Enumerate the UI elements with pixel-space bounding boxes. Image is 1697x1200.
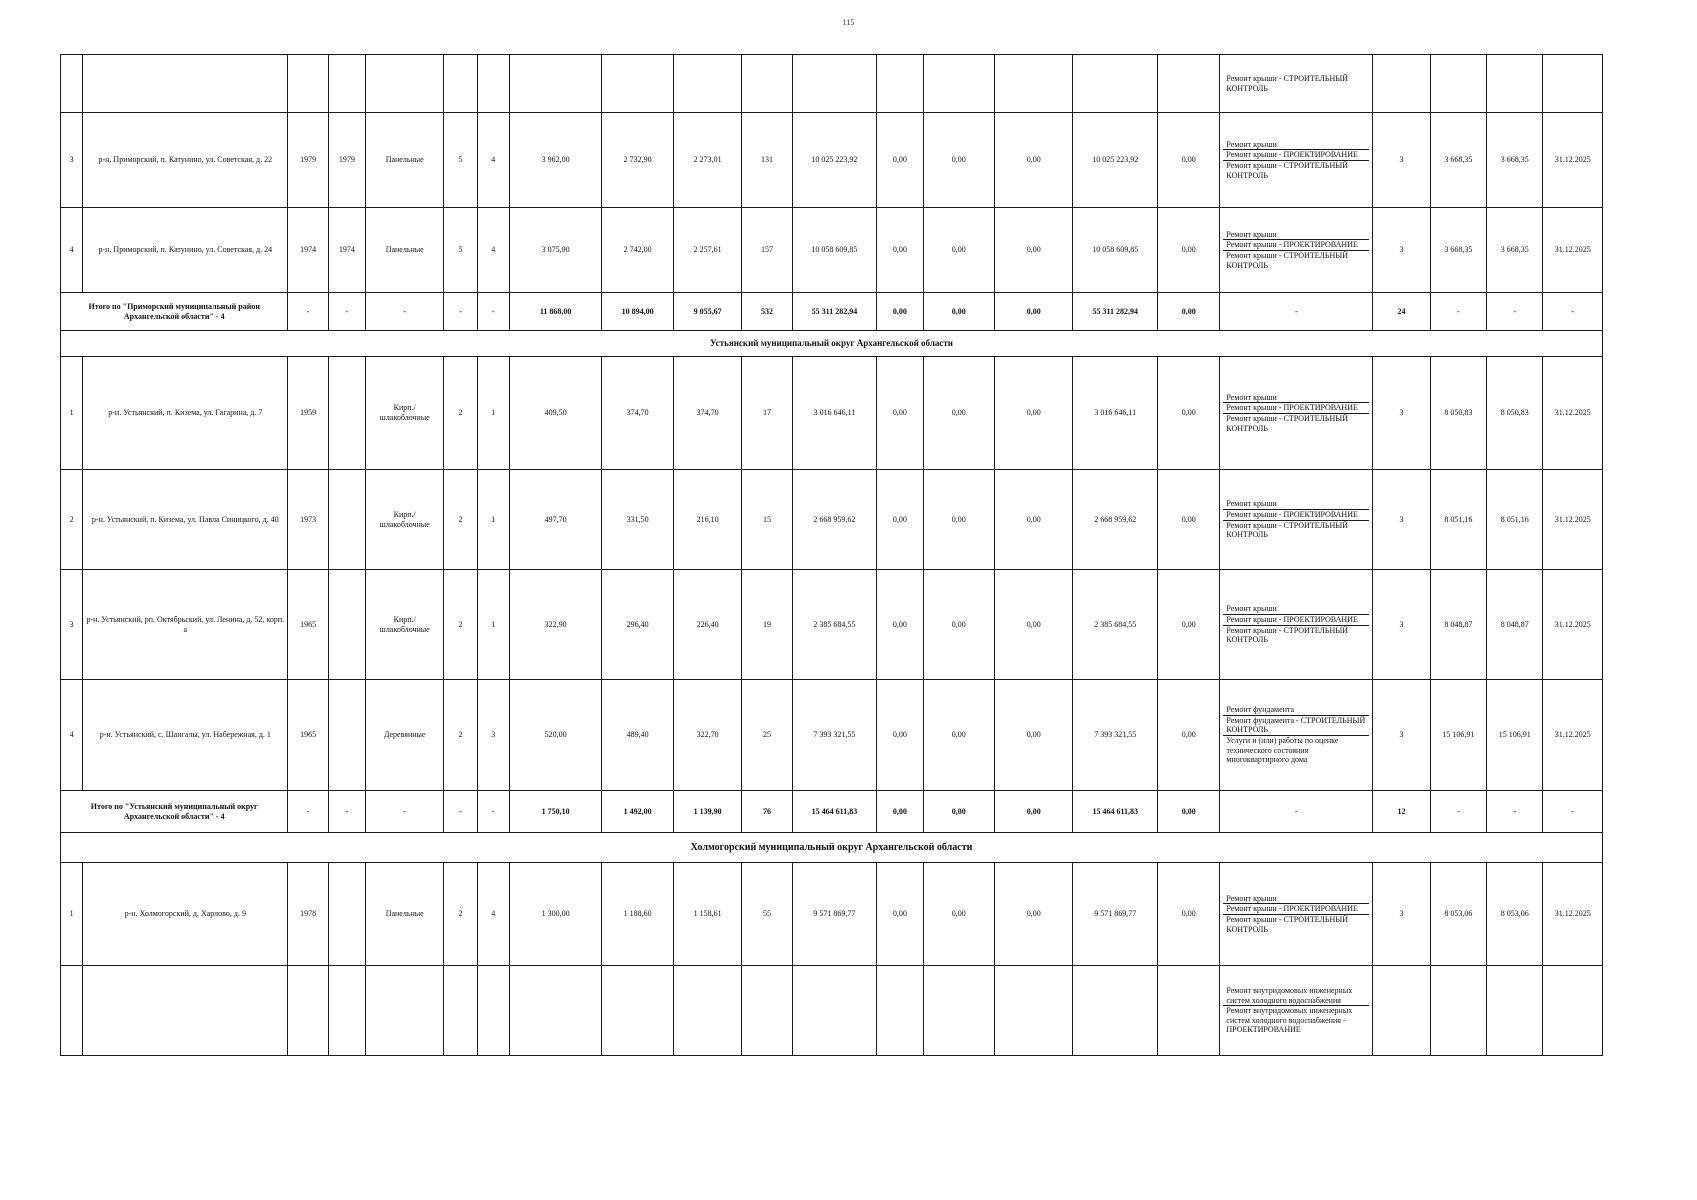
total-cost-cell: 7 393 321,55 (792, 680, 877, 791)
year-built-cell: 1965 (288, 570, 328, 680)
wall-material-cell: Деревянные (365, 680, 444, 791)
premises-area-cell: 331,50 (602, 470, 673, 570)
residents-cell: 131 (742, 113, 792, 208)
municipality-heading: Устьянский муниципальный округ Архангельской области (61, 331, 1603, 357)
premises-area-cell: 2 732,90 (602, 113, 673, 208)
wall-material-cell: Панельные (365, 208, 444, 293)
empty-cell (1158, 966, 1220, 1056)
premises-area-cell: 2 742,00 (602, 208, 673, 293)
fund-other-cell: 0,00 (1158, 863, 1220, 966)
work-count-cell: 3 (1373, 113, 1430, 208)
residents-cell: 532 (742, 293, 792, 331)
residents-cell: 17 (742, 357, 792, 470)
year-built-cell: 1973 (288, 470, 328, 570)
work-type-item: Ремонт крыши - ПРОЕКТИРОВАНИЕ (1223, 403, 1369, 414)
floors-cell: 2 (444, 570, 477, 680)
fund-local-budget-cell: 0,00 (994, 791, 1073, 833)
empty-cell (477, 55, 509, 113)
work-type-item: Ремонт крыши - СТРОИТЕЛЬНЫЙ КОНТРОЛЬ (1226, 625, 1349, 645)
deadline-cell: 31.12.2025 (1543, 357, 1603, 470)
empty-cell (328, 55, 365, 113)
residential-area-cell: 216,10 (673, 470, 741, 570)
year-overhaul-cell: 1974 (328, 208, 365, 293)
row-number-cell: 3 (61, 113, 83, 208)
work-count-cell: 3 (1373, 680, 1430, 791)
work-types-list (1223, 74, 1369, 93)
residential-area-cell: 1 139,90 (673, 791, 741, 833)
wall-material-cell: Кирп./ шлакоблочные (365, 470, 444, 570)
entrances-cell: 1 (477, 570, 509, 680)
work-types-cell (1220, 863, 1373, 966)
building-row (61, 570, 1603, 680)
work-types-cell (1220, 113, 1373, 208)
wall-material-cell: Панельные (365, 113, 444, 208)
unit-cost-max-dash-cell: - (1487, 293, 1543, 331)
work-count-cell: 3 (1373, 357, 1430, 470)
floors-cell: 5 (444, 208, 477, 293)
fund-region-budget-cell: 0,00 (923, 470, 994, 570)
empty-cell (1373, 55, 1430, 113)
unit-cost-cell: 15 106,91 (1430, 680, 1486, 791)
empty-cell (83, 55, 288, 113)
residents-cell: 76 (742, 791, 792, 833)
residential-area-cell: 9 055,67 (673, 293, 741, 331)
work-type-item: Ремонт крыши (1223, 140, 1369, 151)
empty-cell (994, 55, 1073, 113)
year-built-cell: 1974 (288, 208, 328, 293)
address-cell: р-н. Приморский, п. Катунино, ул. Советская, д. 22 (83, 113, 288, 208)
empty-cell (61, 966, 83, 1056)
entrances-cell: 1 (477, 357, 509, 470)
total-cost-cell: 2 385 684,55 (792, 570, 877, 680)
fund-owners-cell: 2 385 684,55 (1073, 570, 1158, 680)
entrances-dash-cell: - (477, 791, 509, 833)
unit-cost-max-cell: 8 050,83 (1487, 357, 1543, 470)
deadline-cell: 31.12.2025 (1543, 113, 1603, 208)
page-number: 115 (842, 18, 855, 27)
row-number-cell: 2 (61, 470, 83, 570)
fund-owners-cell: 10 025 223,92 (1073, 113, 1158, 208)
work-types-cell (1220, 570, 1373, 680)
building-row (61, 470, 1603, 570)
empty-cell (61, 55, 83, 113)
deadline-cell: 31.12.2025 (1543, 470, 1603, 570)
work-types-cell (1220, 55, 1373, 113)
continued-building-row (61, 966, 1603, 1056)
work-type-item: Ремонт крыши (1223, 499, 1369, 510)
fund-other-cell: 0,00 (1158, 293, 1220, 331)
fund-other-cell: 0,00 (1158, 680, 1220, 791)
building-row (61, 208, 1603, 293)
fund-fss-cell: 0,00 (877, 863, 923, 966)
empty-cell (444, 966, 477, 1056)
municipality-heading-row (61, 331, 1603, 357)
overhaul-register-table (60, 54, 1603, 1056)
municipality-heading: Холмогорский муниципальный округ Архангельской области (61, 833, 1603, 863)
work-count-cell: 3 (1373, 208, 1430, 293)
work-type-item: Ремонт крыши - СТРОИТЕЛЬНЫЙ КОНТРОЛЬ (1226, 251, 1349, 270)
empty-cell (877, 55, 923, 113)
unit-cost-cell: 3 668,35 (1430, 208, 1486, 293)
fund-fss-cell: 0,00 (877, 470, 923, 570)
fund-local-budget-cell: 0,00 (994, 293, 1073, 331)
fund-other-cell: 0,00 (1158, 208, 1220, 293)
deadline-dash-cell: - (1543, 791, 1603, 833)
building-row (61, 113, 1603, 208)
work-type-item: Ремонт фундамента - СТРОИТЕЛЬНЫЙ КОНТРОЛЬ (1223, 716, 1369, 736)
empty-cell (923, 966, 994, 1056)
total-cost-cell: 55 311 282,94 (792, 293, 877, 331)
total-area-cell: 520,00 (509, 680, 602, 791)
fund-region-budget-cell: 0,00 (923, 293, 994, 331)
work-count-cell: 3 (1373, 570, 1430, 680)
empty-cell (792, 55, 877, 113)
fund-region-budget-cell: 0,00 (923, 113, 994, 208)
unit-cost-dash-cell: - (1430, 791, 1486, 833)
building-row (61, 357, 1603, 470)
unit-cost-cell: 3 668,35 (1430, 113, 1486, 208)
entrances-cell: 3 (477, 680, 509, 791)
deadline-cell: 31.12.2025 (1543, 570, 1603, 680)
empty-cell (1487, 55, 1543, 113)
floors-dash-cell: - (444, 293, 477, 331)
total-cost-cell: 9 571 869,77 (792, 863, 877, 966)
empty-cell (444, 55, 477, 113)
work-type-item: Ремонт крыши - СТРОИТЕЛЬНЫЙ КОНТРОЛЬ (1226, 161, 1349, 180)
total-area-cell: 497,70 (509, 470, 602, 570)
fund-local-budget-cell: 0,00 (994, 357, 1073, 470)
year-overhaul-cell (328, 470, 365, 570)
unit-cost-max-cell: 3 668,35 (1487, 208, 1543, 293)
fund-local-budget-cell: 0,00 (994, 470, 1073, 570)
total-cost-cell: 15 464 611,83 (792, 791, 877, 833)
residents-cell: 157 (742, 208, 792, 293)
fund-fss-cell: 0,00 (877, 113, 923, 208)
empty-cell (509, 55, 602, 113)
fund-owners-cell: 15 464 611,83 (1073, 791, 1158, 833)
year-overhaul-cell: 1979 (328, 113, 365, 208)
year-built-cell: 1959 (288, 357, 328, 470)
total-label-cell: Итого по "Устьянский муниципальный округ Архангельской области" - 4 (61, 791, 288, 833)
work-type-item: Ремонт крыши (1223, 894, 1369, 905)
entrances-cell: 4 (477, 208, 509, 293)
fund-region-budget-cell: 0,00 (923, 680, 994, 791)
row-number-cell: 4 (61, 680, 83, 791)
fund-owners-cell: 7 393 321,55 (1073, 680, 1158, 791)
work-types-list (1223, 705, 1369, 765)
work-type-item: Ремонт крыши (1223, 393, 1369, 404)
entrances-dash-cell: - (477, 293, 509, 331)
fund-region-budget-cell: 0,00 (923, 863, 994, 966)
fund-owners-cell: 55 311 282,94 (1073, 293, 1158, 331)
fund-fss-cell: 0,00 (877, 791, 923, 833)
total-area-cell: 322,90 (509, 570, 602, 680)
wall-material-cell: Кирп./ шлакоблочные (365, 357, 444, 470)
fund-local-budget-cell: 0,00 (994, 113, 1073, 208)
empty-cell (1073, 55, 1158, 113)
fund-region-budget-cell: 0,00 (923, 570, 994, 680)
empty-cell (1543, 966, 1603, 1056)
deadline-cell: 31.12.2025 (1543, 680, 1603, 791)
empty-cell (1373, 966, 1430, 1056)
fund-other-cell: 0,00 (1158, 791, 1220, 833)
wall-material-dash-cell: - (365, 293, 444, 331)
total-cost-cell: 10 058 609,85 (792, 208, 877, 293)
fund-fss-cell: 0,00 (877, 570, 923, 680)
empty-cell (509, 966, 602, 1056)
work-type-item: Ремонт внутридомовых инженерных систем холодного водоснабжения (1223, 986, 1369, 1006)
empty-cell (1073, 966, 1158, 1056)
fund-owners-cell: 2 668 959,62 (1073, 470, 1158, 570)
year-built-cell: 1979 (288, 113, 328, 208)
work-type-item: Ремонт крыши - ПРОЕКТИРОВАНИЕ (1223, 615, 1369, 626)
premises-area-cell: 1 492,00 (602, 791, 673, 833)
address-cell: р-н. Устьянский, рп. Октябрьский, ул. Ленина, д. 52, корп. а (83, 570, 288, 680)
work-count-cell: 24 (1373, 293, 1430, 331)
total-area-cell: 409,50 (509, 357, 602, 470)
empty-cell (994, 966, 1073, 1056)
work-types-cell (1220, 357, 1373, 470)
unit-cost-max-dash-cell: - (1487, 791, 1543, 833)
work-types-list (1223, 986, 1369, 1035)
residents-cell: 19 (742, 570, 792, 680)
entrances-cell: 4 (477, 863, 509, 966)
row-number-cell: 3 (61, 570, 83, 680)
floors-cell: 2 (444, 680, 477, 791)
year-overhaul-cell (328, 357, 365, 470)
fund-local-budget-cell: 0,00 (994, 570, 1073, 680)
fund-fss-cell: 0,00 (877, 208, 923, 293)
work-types-cell (1220, 470, 1373, 570)
premises-area-cell: 10 894,00 (602, 293, 673, 331)
address-cell: р-н. Холмогорский, д. Харлово, д. 9 (83, 863, 288, 966)
fund-fss-cell: 0,00 (877, 680, 923, 791)
year-overhaul-cell (328, 570, 365, 680)
fund-region-budget-cell: 0,00 (923, 357, 994, 470)
empty-cell (673, 966, 741, 1056)
work-type-item: Ремонт крыши - ПРОЕКТИРОВАНИЕ (1223, 510, 1369, 521)
deadline-cell: 31.12.2025 (1543, 863, 1603, 966)
work-types-cell (1220, 680, 1373, 791)
year-overhaul-dash-cell: - (328, 791, 365, 833)
address-cell: р-н. Устьянский, с. Шангалы, ул. Набережная, д. 1 (83, 680, 288, 791)
residential-area-cell: 2 257,61 (673, 208, 741, 293)
empty-cell (477, 966, 509, 1056)
empty-cell (1543, 55, 1603, 113)
unit-cost-max-cell: 3 668,35 (1487, 113, 1543, 208)
year-built-cell: 1978 (288, 863, 328, 966)
building-row (61, 863, 1603, 966)
wall-material-cell: Панельные (365, 863, 444, 966)
unit-cost-max-cell: 8 051,16 (1487, 470, 1543, 570)
municipality-total-row (61, 293, 1603, 331)
work-type-item: Услуги и (или) работы по оценке технического состояния многоквартирного дома (1226, 736, 1339, 765)
work-types-list (1223, 230, 1369, 270)
total-cost-cell: 10 025 223,92 (792, 113, 877, 208)
unit-cost-max-cell: 8 048,87 (1487, 570, 1543, 680)
total-area-cell: 1 300,00 (509, 863, 602, 966)
wall-material-cell: Кирп./ шлакоблочные (365, 570, 444, 680)
work-type-item: Ремонт крыши - ПРОЕКТИРОВАНИЕ (1223, 904, 1369, 915)
work-types-list (1223, 604, 1369, 644)
total-area-cell: 3 962,00 (509, 113, 602, 208)
work-type-item: Ремонт крыши - СТРОИТЕЛЬНЫЙ КОНТРОЛЬ (1226, 915, 1349, 934)
address-cell: р-н. Устьянский, п. Кизема, ул. Гагарина, д. 7 (83, 357, 288, 470)
unit-cost-cell: 8 048,87 (1430, 570, 1486, 680)
empty-cell (1158, 55, 1220, 113)
continuation-row (61, 55, 1603, 113)
residents-cell: 55 (742, 863, 792, 966)
year-overhaul-cell (328, 863, 365, 966)
work-type-item: Ремонт крыши - ПРОЕКТИРОВАНИЕ (1223, 150, 1369, 161)
work-count-cell: 12 (1373, 791, 1430, 833)
floors-cell: 5 (444, 113, 477, 208)
municipality-heading-row (61, 833, 1603, 863)
premises-area-cell: 296,40 (602, 570, 673, 680)
wall-material-dash-cell: - (365, 791, 444, 833)
fund-other-cell: 0,00 (1158, 570, 1220, 680)
floors-dash-cell: - (444, 791, 477, 833)
total-area-cell: 1 750,10 (509, 791, 602, 833)
entrances-cell: 1 (477, 470, 509, 570)
empty-cell (1430, 55, 1486, 113)
work-type-item: Ремонт внутридомовых инженерных систем холодного водоснабжения - ПРОЕКТИРОВАНИЕ (1226, 1006, 1353, 1035)
empty-cell (365, 966, 444, 1056)
residential-area-cell: 322,70 (673, 680, 741, 791)
fund-other-cell: 0,00 (1158, 113, 1220, 208)
year-overhaul-dash-cell: - (328, 293, 365, 331)
fund-local-budget-cell: 0,00 (994, 680, 1073, 791)
residential-area-cell: 1 158,61 (673, 863, 741, 966)
work-type-item: Ремонт крыши - СТРОИТЕЛЬНЫЙ КОНТРОЛЬ (1226, 414, 1349, 433)
fund-region-budget-cell: 0,00 (923, 791, 994, 833)
empty-cell (602, 55, 673, 113)
work-types-list (1223, 393, 1369, 433)
empty-cell (923, 55, 994, 113)
total-cost-cell: 2 668 959,62 (792, 470, 877, 570)
floors-cell: 2 (444, 357, 477, 470)
row-number-cell: 1 (61, 863, 83, 966)
unit-cost-cell: 8 053,06 (1430, 863, 1486, 966)
deadline-dash-cell: - (1543, 293, 1603, 331)
work-type-item: Ремонт крыши - СТРОИТЕЛЬНЫЙ КОНТРОЛЬ (1226, 520, 1349, 540)
empty-cell (1430, 966, 1486, 1056)
empty-cell (877, 966, 923, 1056)
total-area-cell: 11 868,00 (509, 293, 602, 331)
residential-area-cell: 374,70 (673, 357, 741, 470)
work-type-item: Ремонт крыши (1223, 230, 1369, 241)
deadline-cell: 31.12.2025 (1543, 208, 1603, 293)
work-type-item: Ремонт крыши (1223, 604, 1369, 615)
floors-cell: 2 (444, 863, 477, 966)
unit-cost-max-cell: 15 106,91 (1487, 680, 1543, 791)
residents-cell: 15 (742, 470, 792, 570)
empty-cell (792, 966, 877, 1056)
work-types-list (1223, 894, 1369, 934)
year-built-dash-cell: - (288, 791, 328, 833)
residents-cell: 25 (742, 680, 792, 791)
empty-cell (1487, 966, 1543, 1056)
empty-cell (742, 966, 792, 1056)
row-number-cell: 4 (61, 208, 83, 293)
fund-owners-cell: 9 571 869,77 (1073, 863, 1158, 966)
empty-cell (673, 55, 741, 113)
empty-cell (742, 55, 792, 113)
work-count-cell: 3 (1373, 470, 1430, 570)
fund-owners-cell: 3 016 646,11 (1073, 357, 1158, 470)
work-types-list (1223, 140, 1369, 180)
fund-local-budget-cell: 0,00 (994, 208, 1073, 293)
work-types-cell (1220, 208, 1373, 293)
address-cell: р-н. Устьянский, п. Кизема, ул. Павла Синицкого, д. 40 (83, 470, 288, 570)
fund-fss-cell: 0,00 (877, 293, 923, 331)
unit-cost-cell: 8 051,16 (1430, 470, 1486, 570)
fund-region-budget-cell: 0,00 (923, 208, 994, 293)
year-built-dash-cell: - (288, 293, 328, 331)
row-number-cell: 1 (61, 357, 83, 470)
fund-fss-cell: 0,00 (877, 357, 923, 470)
fund-other-cell: 0,00 (1158, 470, 1220, 570)
work-type-item: Ремонт крыши - ПРОЕКТИРОВАНИЕ (1223, 240, 1369, 251)
empty-cell (328, 966, 365, 1056)
residential-area-cell: 226,40 (673, 570, 741, 680)
work-type-item: Ремонт крыши - СТРОИТЕЛЬНЫЙ КОНТРОЛЬ (1226, 73, 1349, 93)
municipality-total-row (61, 791, 1603, 833)
premises-area-cell: 1 188,60 (602, 863, 673, 966)
empty-cell (83, 966, 288, 1056)
empty-cell (288, 55, 328, 113)
work-types-cell (1220, 966, 1373, 1056)
total-label-cell: Итого по "Приморский муниципальный район Архангельской области" - 4 (61, 293, 288, 331)
building-row (61, 680, 1603, 791)
premises-area-cell: 374,70 (602, 357, 673, 470)
address-cell: р-н. Приморский, п. Катунино, ул. Советская, д. 24 (83, 208, 288, 293)
fund-local-budget-cell: 0,00 (994, 863, 1073, 966)
fund-other-cell: 0,00 (1158, 357, 1220, 470)
entrances-cell: 4 (477, 113, 509, 208)
work-count-cell: 3 (1373, 863, 1430, 966)
work-types-dash-cell: - (1220, 293, 1373, 331)
residential-area-cell: 2 273,01 (673, 113, 741, 208)
year-built-cell: 1965 (288, 680, 328, 791)
unit-cost-dash-cell: - (1430, 293, 1486, 331)
fund-owners-cell: 10 058 609,85 (1073, 208, 1158, 293)
work-types-list (1223, 499, 1369, 539)
empty-cell (602, 966, 673, 1056)
empty-cell (365, 55, 444, 113)
unit-cost-max-cell: 8 053,06 (1487, 863, 1543, 966)
total-cost-cell: 3 016 646,11 (792, 357, 877, 470)
floors-cell: 2 (444, 470, 477, 570)
unit-cost-cell: 8 050,83 (1430, 357, 1486, 470)
work-type-item: Ремонт фундамента (1223, 705, 1369, 716)
year-overhaul-cell (328, 680, 365, 791)
empty-cell (288, 966, 328, 1056)
premises-area-cell: 489,40 (602, 680, 673, 791)
work-types-dash-cell: - (1220, 791, 1373, 833)
total-area-cell: 3 075,90 (509, 208, 602, 293)
